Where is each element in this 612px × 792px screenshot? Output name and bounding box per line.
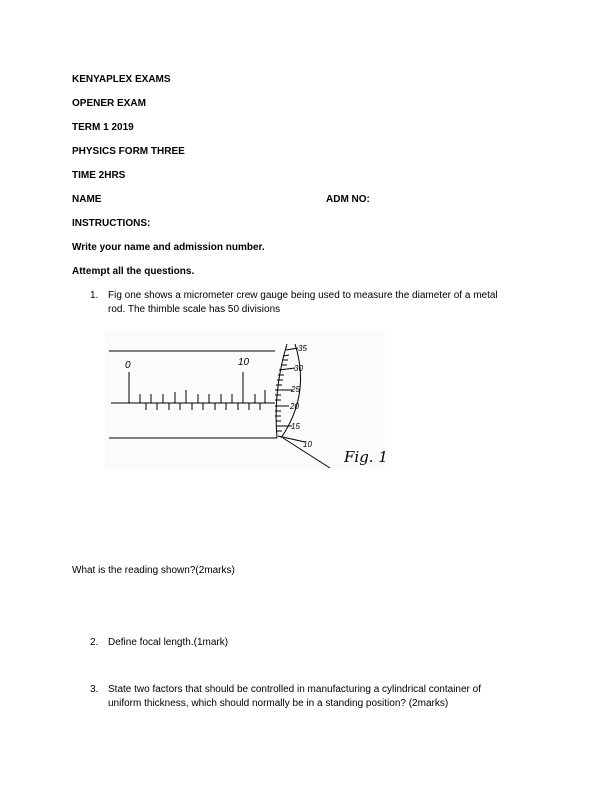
question-1-prompt: What is the reading shown?(2marks): [72, 565, 235, 576]
thimble-label-10: 10: [303, 440, 312, 449]
question-2-line-1: Define focal length.(1mark): [108, 637, 229, 648]
sleeve-label-0: 0: [125, 360, 131, 371]
thimble-label-30: 30: [294, 364, 303, 373]
question-3-number: 3.: [90, 684, 99, 695]
question-1-line-2: rod. The thimble scale has 50 divisions: [108, 304, 281, 315]
question-3-line-2: uniform thickness, which should normally be in a standing position? (2marks): [108, 698, 449, 709]
thimble-label-20: 20: [290, 402, 299, 411]
time-label: TIME 2HRS: [72, 170, 126, 181]
question-1-number: 1.: [90, 290, 99, 301]
figure-caption: Fig. 1: [344, 448, 388, 466]
thimble-label-25: 25: [291, 385, 300, 394]
subject-label: PHYSICS FORM THREE: [72, 146, 185, 157]
question-1-line-1: Fig one shows a micrometer crew gauge being used to measure the diameter of a metal: [108, 290, 498, 301]
thimble-label-15: 15: [291, 422, 300, 431]
question-3-line-1: State two factors that should be controlled in manufacturing a cylindrical container of: [108, 684, 481, 695]
school-name: KENYAPLEX EXAMS: [72, 74, 171, 85]
thimble-label-35: 35: [298, 344, 307, 353]
question-2-number: 2.: [90, 637, 99, 648]
term-label: TERM 1 2019: [72, 122, 134, 133]
name-label: NAME: [72, 194, 102, 205]
instructions-title: INSTRUCTIONS:: [72, 218, 151, 229]
instruction-1: Write your name and admission number.: [72, 242, 265, 253]
exam-title: OPENER EXAM: [72, 98, 146, 109]
sleeve-label-10: 10: [238, 357, 250, 368]
adm-no-label: ADM NO:: [326, 194, 370, 205]
instruction-2: Attempt all the questions.: [72, 266, 195, 277]
